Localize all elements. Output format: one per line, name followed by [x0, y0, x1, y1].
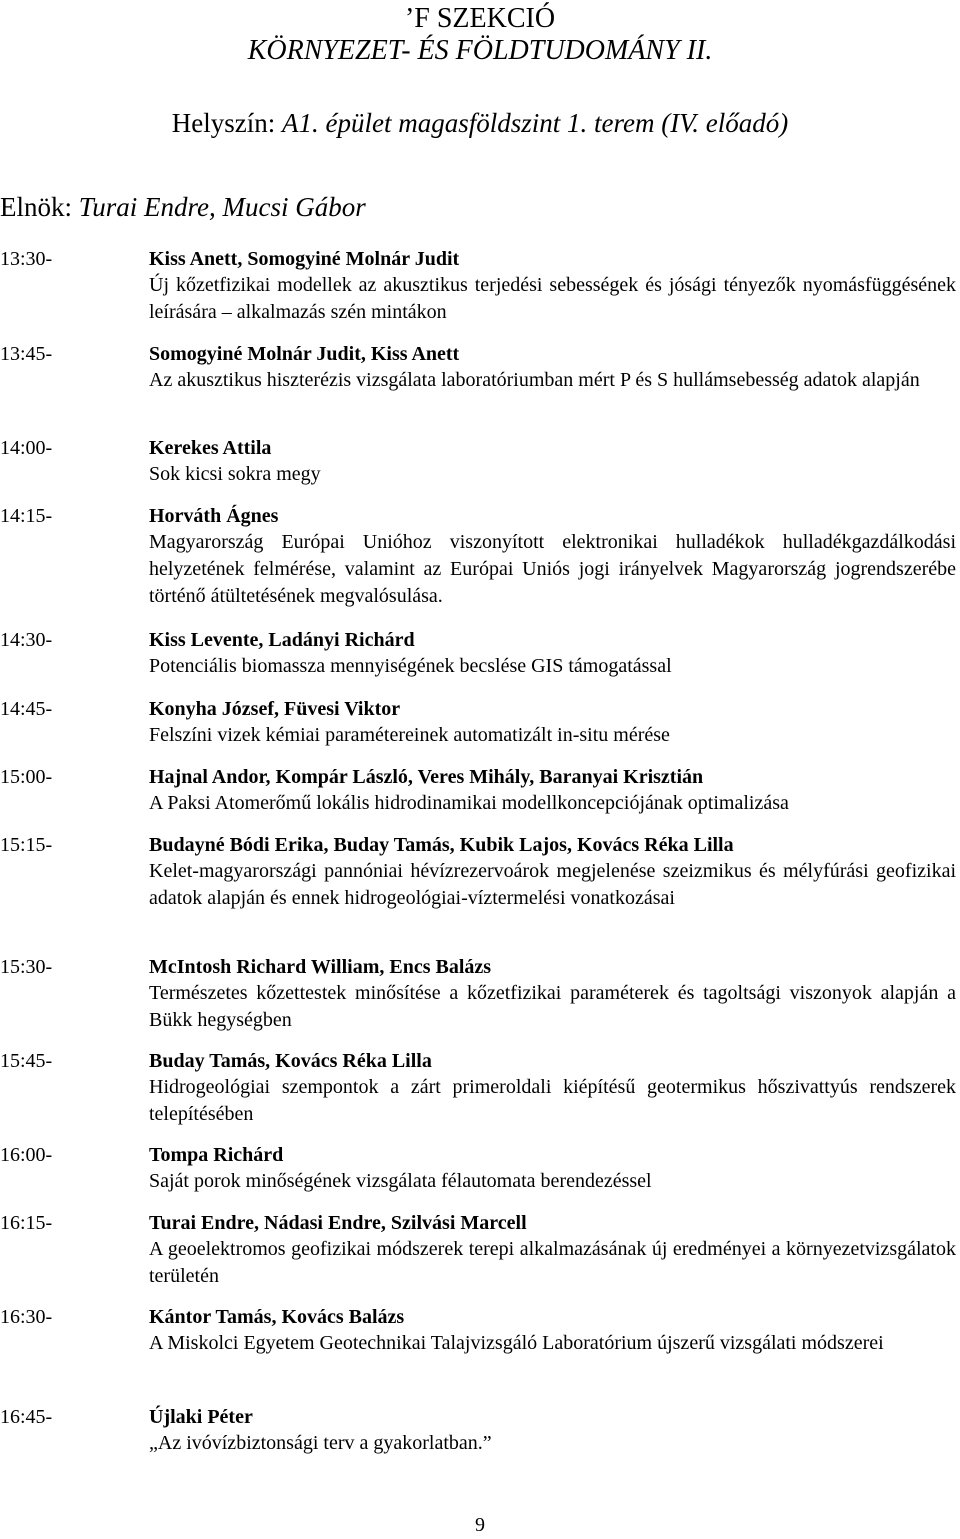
section-title: ’F SZEKCIÓ	[404, 3, 556, 34]
session-content	[149, 503, 956, 610]
session-authors: Konyha József, Füvesi Viktor	[149, 698, 401, 720]
session-content	[149, 1142, 956, 1195]
session-time: 15:15-	[0, 834, 53, 856]
session-time: 14:00-	[0, 437, 53, 459]
session-content	[149, 764, 956, 817]
session-title: „Az ivóvízbiztonsági terv a gyakorlatban.”	[149, 1432, 492, 1454]
session-time: 14:30-	[0, 629, 53, 651]
session-content	[149, 1404, 956, 1457]
session-content	[149, 246, 956, 326]
session-title: Hidrogeológiai szempontok a zárt primeroldali kiépítésű geotermikus hőszivattyús rendszerek telepítésében	[149, 1076, 956, 1125]
session-authors: McIntosh Richard William, Encs Balázs	[149, 956, 492, 978]
session-content	[149, 954, 956, 1034]
session-authors: Somogyiné Molnár Judit, Kiss Anett	[149, 343, 460, 365]
session-title: Sok kicsi sokra megy	[149, 463, 321, 485]
session-time: 15:30-	[0, 956, 53, 978]
venue-label: Helyszín:	[171, 108, 283, 138]
session-title: Kelet-magyarországi pannóniai hévízrezervoárok megjelenése szeizmikus és mélyfúrási geofizikai adatok alapján és ennek hidrogeológiai-víztermelési vonatkozásai	[149, 860, 956, 909]
venue-line	[0, 106, 960, 140]
session-time: 13:30-	[0, 248, 53, 270]
session-title: A Miskolci Egyetem Geotechnikai Talajvizsgáló Laboratórium újszerű vizsgálati módszerei	[149, 1332, 884, 1354]
session-authors: Kántor Tamás, Kovács Balázs	[149, 1306, 405, 1328]
session-authors: Hajnal Andor, Kompár László, Veres Mihály, Baranyai Krisztián	[149, 766, 704, 788]
session-content	[149, 435, 956, 488]
session-time: 16:45-	[0, 1406, 53, 1428]
session-title: Magyarország Európai Unióhoz viszonyított elektronikai hulladékok hulladékgazdálkodási helyzetének felmérése, valamint az Európai Uniós jogi irányelvek Magyarország jogrendszerébe történő átültetésének megvalósulása.	[149, 531, 956, 607]
session-time: 16:15-	[0, 1212, 53, 1234]
session-time: 13:45-	[0, 343, 53, 365]
session-content	[149, 1304, 956, 1357]
session-authors: Kiss Anett, Somogyiné Molnár Judit	[149, 248, 460, 270]
session-content	[149, 1210, 956, 1290]
session-title: Új kőzetfizikai modellek az akusztikus terjedési sebességek és jósági tényezők nyomásfüggésének leírására – alkalmazás szén mintákon	[149, 274, 956, 323]
session-title: Az akusztikus hiszterézis vizsgálata laboratóriumban mért P és S hullámsebesség adatok alapján	[149, 369, 920, 391]
session-content	[149, 696, 956, 749]
session-content	[149, 1048, 956, 1128]
session-title: Felszíni vizek kémiai paramétereinek automatizált in-situ mérése	[149, 724, 670, 746]
session-title: Saját porok minőségének vizsgálata félautomata berendezéssel	[149, 1170, 652, 1192]
session-time: 14:15-	[0, 505, 53, 527]
session-time: 16:30-	[0, 1306, 53, 1328]
session-time: 15:00-	[0, 766, 53, 788]
session-content	[149, 832, 956, 912]
session-title: Potenciális biomassza mennyiségének becslése GIS támogatással	[149, 655, 672, 677]
session-time: 15:45-	[0, 1050, 53, 1072]
session-content	[149, 627, 956, 680]
page-number: 9	[475, 1514, 485, 1536]
session-title: A Paksi Atomerőmű lokális hidrodinamikai modellkoncepciójának optimalizása	[149, 792, 789, 814]
session-authors: Horváth Ágnes	[149, 505, 279, 527]
session-authors: Buday Tamás, Kovács Réka Lilla	[149, 1050, 432, 1072]
chair-value: Turai Endre, Mucsi Gábor	[78, 192, 366, 222]
session-time: 14:45-	[0, 698, 53, 720]
session-content	[149, 341, 956, 394]
session-title: Természetes kőzettestek minősítése a kőzetfizikai paraméterek és tagoltsági viszonyok alapján a Bükk hegységben	[149, 982, 956, 1031]
session-authors: Kiss Levente, Ladányi Richárd	[149, 629, 415, 651]
session-authors: Újlaki Péter	[149, 1406, 253, 1428]
venue-value: A1. épület magasföldszint 1. terem (IV. előadó)	[282, 108, 789, 138]
chair-label: Elnök:	[0, 192, 79, 222]
session-time: 16:00-	[0, 1144, 53, 1166]
section-subtitle: KÖRNYEZET- ÉS FÖLDTUDOMÁNY II.	[247, 35, 713, 66]
session-authors: Budayné Bódi Erika, Buday Tamás, Kubik Lajos, Kovács Réka Lilla	[149, 834, 734, 856]
session-authors: Turai Endre, Nádasi Endre, Szilvási Marcell	[149, 1212, 527, 1234]
session-authors: Kerekes Attila	[149, 437, 272, 459]
chair-line	[0, 190, 366, 224]
session-title: A geoelektromos geofizikai módszerek terepi alkalmazásának új eredményei a környezetvizsgálatok területén	[149, 1238, 956, 1287]
session-authors: Tompa Richárd	[149, 1144, 284, 1166]
